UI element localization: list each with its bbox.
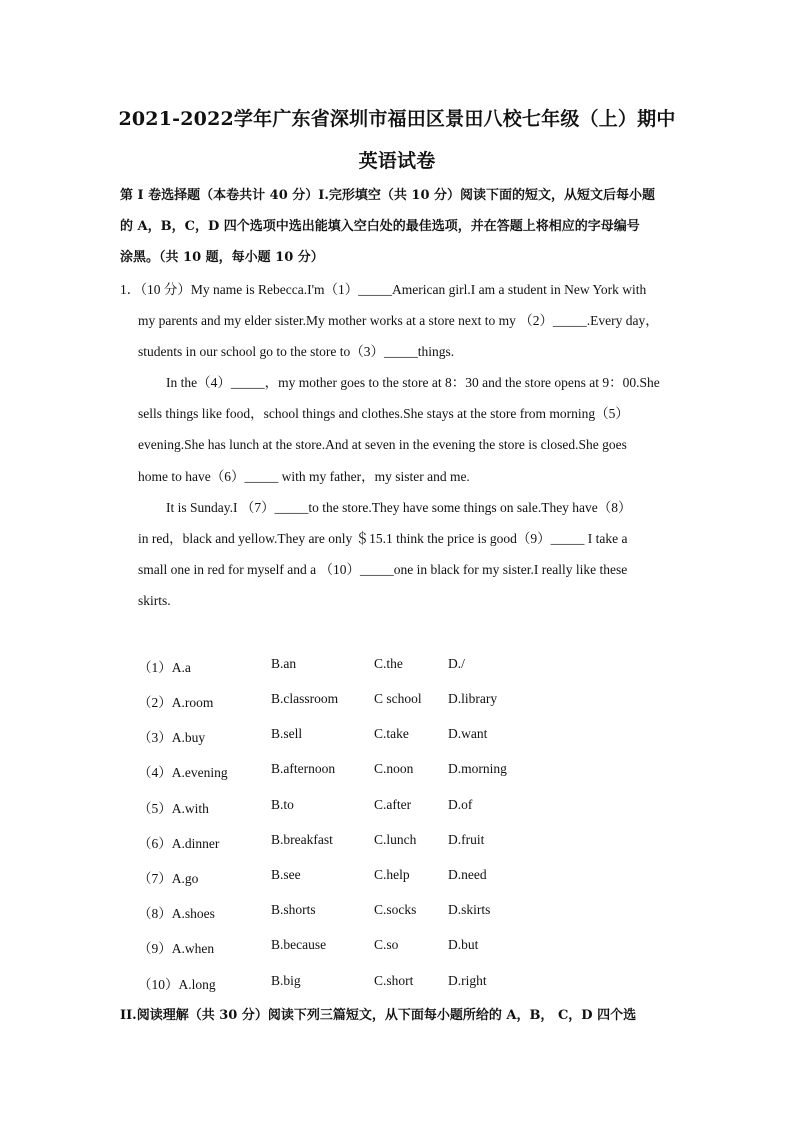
option-d: D.need <box>448 867 487 882</box>
option-a: （6）A.dinner <box>138 836 220 851</box>
option-b: B.to <box>271 797 294 812</box>
option-c: C.help <box>374 867 410 882</box>
passage-line: evening.She has lunch at the store.And at seven in the evening the store is closed.She goes <box>138 437 627 452</box>
option-d: D./ <box>448 656 465 671</box>
option-b: B.sell <box>271 726 303 741</box>
option-a: （9）A.when <box>138 941 215 956</box>
option-d: D.fruit <box>448 832 485 847</box>
section2-instructions: II.阅读理解（共 30 分）阅读下列三篇短文，从下面每小题所给的 A，B， C，D 四个选 <box>120 1008 637 1023</box>
option-c: C.so <box>374 937 399 952</box>
option-row <box>138 973 558 993</box>
passage-line: sells things like food，school things and clothes.She stays at the store from morning（5） <box>138 406 629 421</box>
passage-line: skirts. <box>138 593 171 608</box>
section1-instructions-line2: 的 A，B，C，D 四个选项中选出能填入空白处的最佳选项，并在答题上将相应的字母编号 <box>120 219 640 234</box>
exam-title-line1: 2021-2022学年广东省深圳市福田区景田八校七年级（上）期中 <box>118 108 676 130</box>
option-a: （10）A.long <box>138 977 216 992</box>
option-row <box>138 761 558 781</box>
passage-line: It is Sunday.I （7）_____to the store.They have some things on sale.They have（8） <box>166 500 632 515</box>
passage-line: in red，black and yellow.They are only ＄15.1 think the price is good（9）_____ I take a <box>138 531 628 546</box>
passage-line: home to have（6）_____ with my father，my sister and me. <box>138 469 470 484</box>
option-a: （2）A.room <box>138 695 214 710</box>
option-row <box>138 691 558 711</box>
option-d: D.of <box>448 797 473 812</box>
option-b: B.afternoon <box>271 761 336 776</box>
option-row <box>138 937 558 957</box>
option-c: C.socks <box>374 902 417 917</box>
option-c: C.noon <box>374 761 414 776</box>
option-d: D.library <box>448 691 498 706</box>
option-c: C school <box>374 691 422 706</box>
option-b: B.because <box>271 937 327 952</box>
option-b: B.an <box>271 656 297 671</box>
exam-title-line2: 英语试卷 <box>358 150 436 172</box>
passage-line: In the（4）_____，my mother goes to the store at 8：30 and the store opens at 9：00.She <box>166 375 660 390</box>
option-row <box>138 867 558 887</box>
option-row <box>138 797 558 817</box>
option-a: （1）A.a <box>138 660 191 675</box>
option-c: C.lunch <box>374 832 417 847</box>
option-row <box>138 832 558 852</box>
option-b: B.breakfast <box>271 832 333 847</box>
option-d: D.morning <box>448 761 507 776</box>
option-d: D.but <box>448 937 479 952</box>
option-a: （3）A.buy <box>138 730 206 745</box>
option-a: （4）A.evening <box>138 765 228 780</box>
passage-line: small one in red for myself and a （10）_____one in black for my sister.I really like these <box>138 562 628 577</box>
option-d: D.right <box>448 973 487 988</box>
option-a: （5）A.with <box>138 801 209 816</box>
section1-instructions-line3: 涂黑。（共 10 题，每小题 10 分） <box>120 250 324 265</box>
option-b: B.classroom <box>271 691 339 706</box>
option-b: B.shorts <box>271 902 316 917</box>
passage-line: 1．（10 分）My name is Rebecca.I'm（1）_____American girl.I am a student in New York with <box>120 282 647 297</box>
option-row <box>138 726 558 746</box>
option-row <box>138 902 558 922</box>
option-c: C.take <box>374 726 409 741</box>
option-d: D.want <box>448 726 488 741</box>
option-d: D.skirts <box>448 902 491 917</box>
option-a: （7）A.go <box>138 871 199 886</box>
option-row <box>138 656 558 676</box>
option-a: （8）A.shoes <box>138 906 215 921</box>
option-c: C.the <box>374 656 403 671</box>
section1-instructions-line1: 第 I 卷选择题（本卷共计 40 分）I.完形填空（共 10 分）阅读下面的短文，从短文后每小题 <box>120 188 656 203</box>
option-c: C.after <box>374 797 412 812</box>
option-b: B.see <box>271 867 301 882</box>
passage-line: my parents and my elder sister.My mother works at a store next to my （2）_____.Every day， <box>138 313 659 328</box>
option-c: C.short <box>374 973 414 988</box>
option-b: B.big <box>271 973 301 988</box>
passage-line: students in our school go to the store to（3）_____things. <box>138 344 455 359</box>
